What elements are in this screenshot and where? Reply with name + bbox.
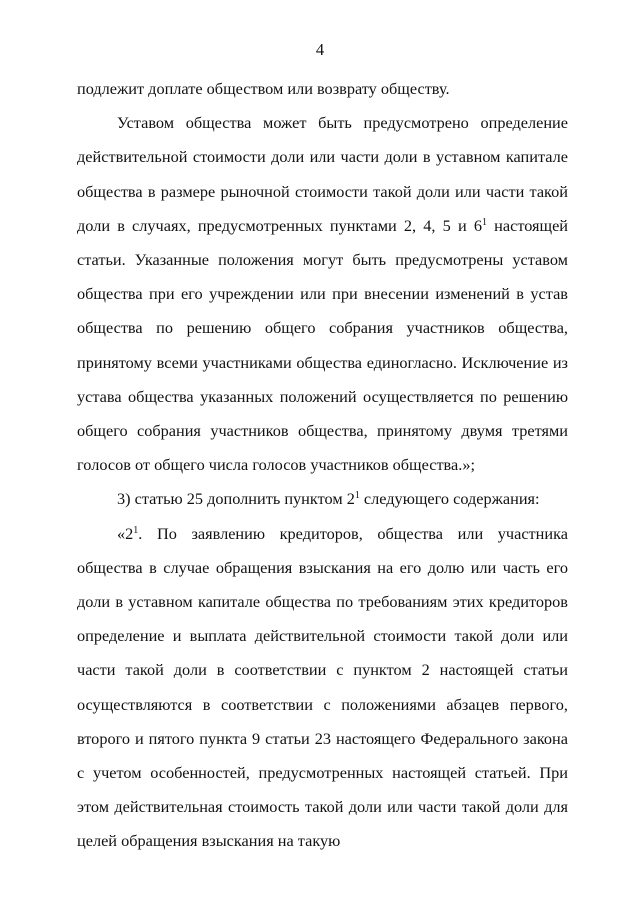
paragraph-new-point: [77, 517, 568, 859]
superscript: 1: [133, 524, 139, 536]
superscript: 1: [354, 490, 360, 502]
superscript: 1: [481, 216, 487, 228]
page-number: 4: [315, 40, 325, 59]
paragraph-text: подлежит доплате обществом или возврату обществу.: [77, 79, 450, 98]
paragraph-continuation: [77, 72, 568, 106]
document-body: [77, 72, 568, 859]
paragraph-charter-provision: [77, 106, 568, 482]
paragraph-text: . По заявлению кредиторов, общества или участника общества в случае обращения взыскания на его долю или часть его доли в уставном капитале общества по требованиям этих кредиторов определение и выплата действительной стоимости такой доли или части такой доли в соответствии с пунктом 2 настоящей статьи осуществляются в соответствии с положениями абзацев первого, второго и пятого пункта 9 статьи 23 настоящего Федерального закона с учетом особенностей, предусмотренных настоящей статьей. При этом действительная стоимость такой доли или части такой доли для целей обращения взыскания на такую: [77, 523, 568, 851]
paragraph-text: настоящей статьи. Указанные положения могут быть предусмотрены уставом общества при его учреждении или при внесении изменений в устав общества по решению общего собрания участников общества, принятому всеми участниками общества единогласно. Исключение из устава общества указанных положений осуществляется по решению общего собрания участников общества, принятому двумя третями голосов от общего числа голосов участников общества.»;: [77, 215, 569, 475]
paragraph-text: Уставом общества может быть предусмотрено определение действительной стоимости доли или части доли в уставном капитале общества в размере рыночной стоимости такой доли или части такой доли в случаях, предусмотренных пунктами 2, 4, 5 и 6: [77, 113, 568, 235]
paragraph-amendment-item-3: [77, 482, 568, 516]
paragraph-text: следующего содержания:: [359, 489, 540, 509]
paragraph-text: «2: [117, 523, 134, 543]
paragraph-text: 3) статью 25 дополнить пунктом 2: [117, 489, 355, 509]
